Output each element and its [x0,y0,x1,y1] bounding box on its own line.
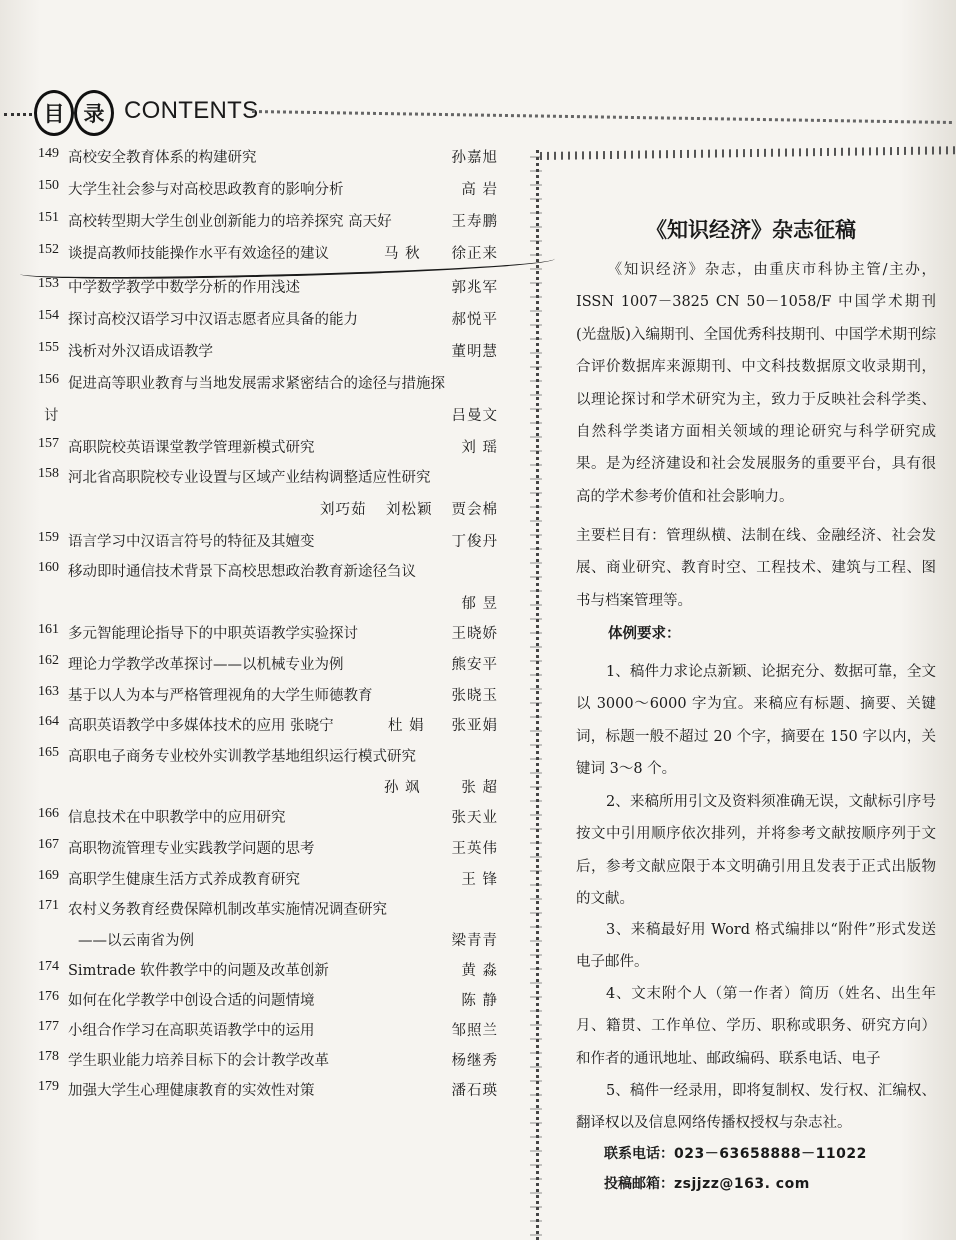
toc-author: 张晓玉 [451,688,498,704]
toc-page-number: 165 [38,745,59,760]
toc-entry [38,898,498,922]
toc-entry [38,178,498,202]
toc-title: 理论力学教学改革探讨——以机械专业为例 [68,657,344,673]
toc-entry [38,436,498,460]
toc-page-number: 164 [38,714,59,729]
contact-email [604,1173,810,1193]
toc-entry [38,714,498,738]
toc-author: 杨继秀 [451,1053,498,1069]
notice-title: 《知识经济》杂志征稿 [646,218,856,242]
rule-item [576,656,936,786]
toc-title: 高职学生健康生活方式养成教育研究 [68,872,300,888]
toc-title: 小组合作学习在高职英语教学中的运用 [68,1023,315,1039]
toc-page-number: 166 [38,806,59,821]
toc-entry [38,959,498,983]
toc-page-number: 179 [38,1079,59,1094]
toc-entry-authors [38,776,498,800]
notice-intro [576,254,936,513]
toc-entry [38,684,498,708]
toc-author: 邹照兰 [451,1023,498,1039]
toc-page-number: 178 [38,1049,59,1064]
toc-entry-authors [38,592,498,616]
toc-entry [38,806,498,830]
toc-author: 郭兆军 [451,280,498,296]
toc-title: 加强大学生心理健康教育的实效性对策 [68,1083,315,1099]
toc-page-number: 149 [38,146,59,161]
toc-page-number: 151 [38,210,59,225]
toc-page-number: 169 [38,868,59,883]
toc-title: 高职电子商务专业校外实训教学基地组织运行模式研究 [68,749,416,765]
toc-author: 张亚娟 [451,718,498,734]
toc-page-number: 163 [38,684,59,699]
rule-text: 3、来稿最好用 Word 格式编排以“附件”形式发送电子邮件。 [576,922,936,971]
contact-phone [604,1143,867,1163]
toc-page-number: 158 [38,466,59,481]
toc-title: 河北省高职院校专业设置与区域产业结构调整适应性研究 [68,470,431,486]
toc-title: 高校安全教育体系的构建研究 [68,150,257,166]
toc-author: 贾会棉 [451,502,498,518]
toc-author: 高 岩 [461,182,498,198]
rule-item [576,914,936,979]
toc-title: 移动即时通信技术背景下高校思想政治教育新途径刍议 [68,564,416,580]
toc-entry [38,276,498,300]
toc-page-number: 157 [38,436,59,451]
toc-title: 学生职业能力培养目标下的会计教学改革 [68,1053,329,1069]
toc-title: 高职物流管理专业实践教学问题的思考 [68,841,315,857]
toc-author: 孙嘉旭 [451,150,498,166]
toc-author: 刘 瑶 [461,440,498,456]
toc-author: 刘松颖 [386,502,433,518]
toc-page-number: 161 [38,622,59,637]
toc-coauthor: 马 秋 [384,246,421,262]
header-dotted-rule-left [4,113,32,116]
toc-author: 刘巧茹 [320,502,367,518]
rule-item [576,1075,936,1140]
toc-page-number: 167 [38,837,59,852]
toc-author: 张 超 [461,780,498,796]
toc-title: 高校转型期大学生创业创新能力的培养探究 高天好 [68,214,392,230]
toc-entry [38,146,498,170]
toc-page-number: 159 [38,530,59,545]
toc-entry [38,466,498,490]
toc-entry-continuation [38,404,498,428]
toc-entry [38,1019,498,1043]
toc-entry [38,622,498,646]
toc-page-number: 162 [38,653,59,668]
toc-title: 谈提高教师技能操作水平有效途径的建议 [68,246,329,262]
rules-heading: 体例要求： [608,626,681,642]
toc-entry [38,653,498,677]
toc-author: 梁青青 [451,933,498,949]
toc-author: 郝悦平 [451,312,498,328]
toc-author: 徐正来 [451,246,498,262]
toc-entry [38,210,498,234]
toc-page-number: 171 [38,898,59,913]
toc-page-number: 174 [38,959,59,974]
toc-title: 语言学习中汉语言符号的特征及其嬗变 [68,534,315,550]
toc-title-continuation: ——以云南省为例 [78,933,194,949]
toc-entry [38,340,498,364]
toc-entry-continuation [38,929,498,953]
toc-entry [38,308,498,332]
toc-page-number: 177 [38,1019,59,1034]
toc-page-number: 155 [38,340,59,355]
toc-title: 浅析对外汉语成语教学 [68,344,213,360]
toc-page-number: 153 [38,276,59,291]
rule-item [576,978,936,1075]
toc-title-continuation: 讨 [44,408,59,424]
email-address: zsjjzz@163. com [674,1176,810,1192]
toc-entry [38,530,498,554]
toc-title: 探讨高校汉语学习中汉语志愿者应具备的能力 [68,312,358,328]
toc-title: 高职院校英语课堂教学管理新模式研究 [68,440,315,456]
toc-entry [38,1049,498,1073]
toc-entry [38,1079,498,1103]
toc-entry [38,372,498,396]
toc-badge-2: 录 [74,90,114,136]
rule-text: 4、文末附个人（第一作者）简历（姓名、出生年月、籍贯、工作单位、学历、职称或职务、研究方向）和作者的通讯地址、邮政编码、联系电话、电子 [576,986,936,1067]
toc-author: 王 锋 [461,872,498,888]
toc-title: 多元智能理论指导下的中职英语教学实验探讨 [68,626,358,642]
toc-title: 促进高等职业教育与当地发展需求紧密结合的途径与措施探 [68,376,445,392]
toc-title: 中学数学教学中数学分析的作用浅述 [68,280,300,296]
toc-coauthor: 杜 娟 [388,718,425,734]
toc-badge-1: 目 [34,90,74,136]
contents-heading: CONTENTS [124,97,259,124]
toc-author: 丁俊丹 [451,534,498,550]
toc-title: 基于以人为本与严格管理视角的大学生师德教育 [68,688,373,704]
toc-title: Simtrade 软件教学中的问题及改革创新 [68,963,329,979]
toc-author: 张天业 [451,810,498,826]
toc-title: 高职英语教学中多媒体技术的应用 张晓宁 [68,718,334,734]
toc-author: 吕曼文 [451,408,498,424]
phone-label: 联系电话： [604,1146,674,1162]
notice-intro-text: 《知识经济》杂志，由重庆市科协主管/主办，ISSN 1007－3825 CN 50－1058/F 中国学术期刊(光盘版)入编期刊、全国优秀科技期刊、中国学术期刊综合评价数据库来源期刊、中文科技数据原文收录期刊，以理论探讨和学术研究为主，致力于反映社会科学类、自然科学类诸方面相关领域的理论研究与科学研究成果。是为经济建设和社会发展服务的重要平台，具有很高的学术参考价值和社会影响力。 [576,262,936,505]
toc-page-number: 154 [38,308,59,323]
toc-entry [38,745,498,769]
toc-page-number: 160 [38,560,59,575]
rule-text: 2、来稿所用引文及资料须准确无误，文献标引序号按文中引用顺序依次排列，并将参考文献按顺序列于文后，参考文献应限于本文明确引用且发表于正式出版物的文献。 [576,794,936,908]
toc-author: 董明慧 [451,344,498,360]
rule-item [576,786,936,916]
toc-entry-authors [38,498,498,522]
toc-author: 陈 静 [461,993,498,1009]
toc-page-number: 176 [38,989,59,1004]
toc-author: 郁 昱 [461,596,498,612]
toc-page-number: 150 [38,178,59,193]
toc-author: 王寿鹏 [451,214,498,230]
toc-title: 大学生社会参与对高校思政教育的影响分析 [68,182,344,198]
column-divider [536,150,539,1240]
toc-title: 如何在化学教学中创设合适的问题情境 [68,993,315,1009]
toc-title: 农村义务教育经费保障机制改革实施情况调查研究 [68,902,387,918]
toc-page-number: 152 [38,242,59,257]
phone-number: 023－63658888－11022 [674,1146,867,1162]
toc-entry [38,868,498,892]
toc-author: 潘石瑛 [451,1083,498,1099]
toc-title: 信息技术在中职教学中的应用研究 [68,810,286,826]
toc-author: 黄 淼 [461,963,498,979]
notice-columns: 主要栏目有：管理纵横、法制在线、金融经济、社会发展、商业研究、教育时空、工程技术、建筑与工程、图书与档案管理等。 [576,528,936,609]
email-label: 投稿邮箱： [604,1176,674,1192]
toc-entry [38,989,498,1013]
toc-author: 王英伟 [451,841,498,857]
toc-entry [38,837,498,861]
rule-text: 1、稿件力求论点新颖、论据充分、数据可靠，全文以 3000～6000 字为宜。来稿应有标题、摘要、关键词，标题一般不超过 20 个字，摘要在 150 字以内，关键词 3～8 个。 [576,664,936,778]
toc-entry [38,560,498,584]
toc-author: 孙 飒 [384,780,421,796]
toc-author: 熊安平 [451,657,498,673]
toc-page-number: 156 [38,372,59,387]
toc-author: 王晓娇 [451,626,498,642]
rule-text: 5、稿件一经录用，即将复制权、发行权、汇编权、翻译权以及信息网络传播权授权与杂志社。 [576,1083,936,1132]
